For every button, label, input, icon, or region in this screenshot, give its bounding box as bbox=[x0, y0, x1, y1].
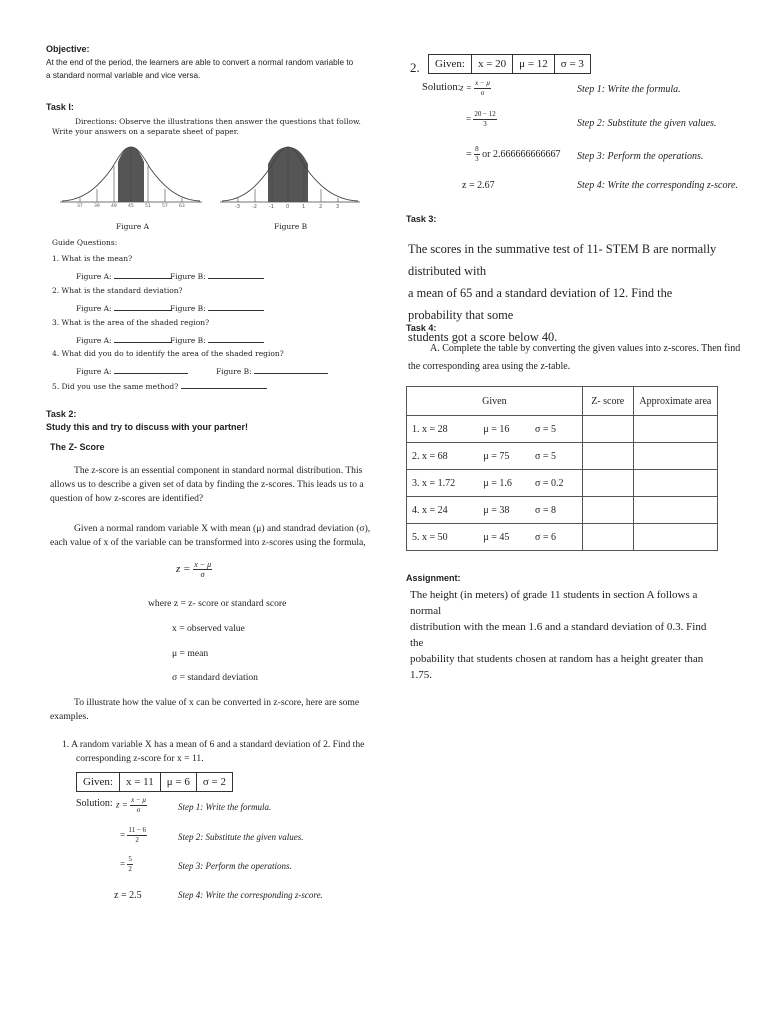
given-cell: σ = 2 bbox=[196, 773, 232, 792]
cell-zscore-blank[interactable] bbox=[582, 470, 633, 497]
guide-question-5: 5. Did you use the same method? bbox=[52, 382, 179, 391]
frac-den: 3 bbox=[475, 155, 479, 163]
cell-zscore-blank[interactable] bbox=[582, 524, 633, 551]
step-fraction bbox=[127, 855, 133, 874]
zscore-para2-line: each value of x of the variable can be transformed into z-scores using the formula, bbox=[50, 537, 366, 548]
example2-step2-expr: = $\frac{20 - 12}{3}$ bbox=[466, 110, 496, 128]
figure-b-tick: -1 bbox=[269, 204, 274, 210]
cell-mu: μ = 75 bbox=[478, 443, 530, 470]
task1-directions-2: Write your answers on a separate sheet of paper. bbox=[52, 127, 239, 136]
figure-a-tick: 39 bbox=[94, 204, 100, 209]
figure-a-label: Figure A: bbox=[76, 272, 112, 281]
zscore-para3-line: examples. bbox=[50, 711, 89, 722]
example1-step4-expr: z = 2.5 bbox=[114, 890, 142, 901]
step3-decimal: or 2.666666666667 bbox=[482, 148, 561, 160]
task4-instr-line: A. Complete the table by converting the given values into z-scores. Then find bbox=[430, 343, 741, 354]
cell-x: 3. x = 1.72 bbox=[407, 470, 479, 497]
q2-figure-b-row bbox=[170, 302, 264, 313]
task1-title: Task I: bbox=[46, 102, 74, 112]
cell-sigma: σ = 8 bbox=[530, 497, 582, 524]
given-cell: x = 20 bbox=[471, 55, 512, 74]
figure-b-caption: Figure B bbox=[274, 222, 308, 231]
cell-mu: μ = 16 bbox=[478, 416, 530, 443]
task3-problem bbox=[408, 238, 720, 348]
task1-directions-1: Directions: Observe the illustrations then answer the questions that follow. bbox=[75, 117, 361, 126]
step-fraction bbox=[473, 110, 496, 129]
task3-title: Task 3: bbox=[406, 214, 437, 224]
q1-figure-b-row bbox=[170, 270, 264, 281]
figure-b-tick: 1 bbox=[302, 204, 306, 210]
assignment-line: The height (in meters) of grade 11 students in section A follows a normal bbox=[410, 589, 698, 617]
figure-b-label: Figure B: bbox=[170, 336, 206, 345]
task3-line: a mean of 65 and a standard deviation of 12. Find the probability that some bbox=[408, 286, 673, 322]
where-line-1: where z = z- score or standard score bbox=[148, 598, 287, 609]
example2-step1-label: Step 1: Write the formula. bbox=[577, 84, 681, 95]
objective-line2: a standard normal variable and vice versa. bbox=[46, 71, 201, 80]
figure-b-tick: 0 bbox=[286, 204, 290, 210]
figure-b-label: Figure B: bbox=[216, 367, 252, 376]
given-cell: σ = 3 bbox=[554, 55, 590, 74]
cell-sigma: σ = 0.2 bbox=[530, 470, 582, 497]
example1-step4-label: Step 4: Write the corresponding z-score. bbox=[178, 890, 323, 900]
cell-x: 5. x = 50 bbox=[407, 524, 479, 551]
formula-lhs: z = bbox=[176, 563, 191, 576]
figure-a-tick: 63 bbox=[179, 204, 185, 209]
header-area: Approximate area bbox=[633, 387, 717, 416]
table-header-row bbox=[407, 387, 718, 416]
given-cell: μ = 6 bbox=[160, 773, 196, 792]
figure-a-label: Figure A: bbox=[76, 367, 112, 376]
step-fraction bbox=[474, 79, 491, 98]
figure-a-label: Figure A: bbox=[76, 336, 112, 345]
zscore-section-title: The Z- Score bbox=[50, 442, 105, 452]
formula-numerator: x − μ bbox=[194, 560, 212, 569]
assignment-title: Assignment: bbox=[406, 573, 461, 583]
answer-blank[interactable] bbox=[114, 334, 172, 343]
where-line-2: x = observed value bbox=[172, 623, 245, 634]
cell-sigma: σ = 6 bbox=[530, 524, 582, 551]
step-lhs: z = bbox=[460, 82, 472, 93]
example1-step3-expr: = $\frac{5}{2}$ bbox=[120, 855, 132, 873]
answer-blank[interactable] bbox=[114, 302, 172, 311]
cell-area-blank[interactable] bbox=[633, 470, 717, 497]
table-row bbox=[407, 497, 718, 524]
zscore-paragraph-3 bbox=[50, 696, 359, 724]
header-given: Given bbox=[407, 387, 583, 416]
frac-den: 2 bbox=[128, 865, 132, 873]
cell-sigma: σ = 5 bbox=[530, 443, 582, 470]
figure-b-tick: -3 bbox=[235, 204, 240, 210]
step-lhs: z = bbox=[116, 799, 128, 810]
cell-mu: μ = 38 bbox=[478, 497, 530, 524]
frac-num: 8 bbox=[475, 145, 479, 153]
cell-mu: μ = 1.6 bbox=[478, 470, 530, 497]
figure-a-tick: 37 bbox=[77, 204, 83, 209]
cell-zscore-blank[interactable] bbox=[582, 443, 633, 470]
given-cell: Given: bbox=[429, 55, 472, 74]
zscore-paragraph-1 bbox=[50, 464, 364, 506]
frac-num: 5 bbox=[128, 855, 132, 863]
example1-line: 1. A random variable X has a mean of 6 and a standard deviation of 2. Find the bbox=[62, 739, 365, 750]
cell-x: 2. x = 68 bbox=[407, 443, 479, 470]
example2-given-table bbox=[428, 54, 591, 74]
formula-denominator: σ bbox=[200, 570, 205, 579]
answer-blank[interactable] bbox=[208, 334, 264, 343]
given-cell: x = 11 bbox=[119, 773, 160, 792]
frac-den: σ bbox=[136, 806, 141, 814]
zscore-para1-line: question of how z-scores are identified? bbox=[50, 493, 204, 504]
frac-num: 20 − 12 bbox=[474, 110, 496, 118]
frac-num: x − μ bbox=[475, 79, 490, 87]
cell-x: 1. x = 28 bbox=[407, 416, 479, 443]
example-1-prompt bbox=[62, 738, 364, 766]
step-fraction bbox=[127, 826, 147, 845]
example1-step3-label: Step 3: Perform the operations. bbox=[178, 861, 292, 871]
frac-num: 11 − 6 bbox=[128, 826, 147, 834]
figure-b-label: Figure B: bbox=[170, 304, 206, 313]
q3-figure-a-row bbox=[76, 334, 172, 345]
assignment-problem bbox=[410, 587, 720, 683]
task4-instructions bbox=[408, 340, 740, 376]
where-line-4: σ = standard deviation bbox=[172, 672, 258, 683]
objective-section bbox=[46, 44, 376, 82]
given-cell: Given: bbox=[77, 773, 120, 792]
task3-line: students got a score below 40. bbox=[408, 330, 558, 344]
table-row bbox=[407, 470, 718, 497]
cell-zscore-blank[interactable] bbox=[582, 497, 633, 524]
objective-line1: At the end of the period, the learners are able to convert a normal random variable to bbox=[46, 58, 354, 67]
answer-blank[interactable] bbox=[208, 270, 264, 279]
q4-figure-b-row bbox=[216, 365, 328, 376]
example2-solution-label: Solution: bbox=[422, 82, 461, 93]
where-line-3: μ = mean bbox=[172, 648, 209, 659]
step-fraction bbox=[474, 145, 480, 164]
frac-den: σ bbox=[480, 89, 485, 97]
table-row bbox=[407, 443, 718, 470]
answer-blank[interactable] bbox=[114, 270, 172, 279]
figure-a-label: Figure A: bbox=[76, 304, 112, 313]
figure-b-tick: 2 bbox=[319, 204, 323, 210]
guide-question-5-row bbox=[52, 380, 267, 391]
example2-step4-label: Step 4: Write the corresponding z-score. bbox=[577, 180, 738, 191]
example1-step1-label: Step 1: Write the formula. bbox=[178, 802, 272, 812]
cell-area-blank[interactable] bbox=[633, 443, 717, 470]
cell-area-blank[interactable] bbox=[633, 497, 717, 524]
figure-b-tick: 3 bbox=[336, 204, 340, 210]
task2-title: Task 2: bbox=[46, 409, 77, 419]
table-row bbox=[407, 416, 718, 443]
q4-figure-a-row bbox=[76, 365, 188, 376]
example1-given-table bbox=[76, 772, 233, 792]
task4-title: Task 4: bbox=[406, 323, 437, 333]
guide-question-4: 4. What did you do to identify the area of the shaded region? bbox=[52, 349, 284, 358]
cell-mu: μ = 45 bbox=[478, 524, 530, 551]
example1-step2-expr: = $\frac{11 - 6}{2}$ bbox=[120, 826, 147, 844]
assignment-line: distribution with the mean 1.6 and a standard deviation of 0.3. Find the bbox=[410, 621, 707, 649]
cell-sigma: σ = 5 bbox=[530, 416, 582, 443]
figure-b-label: Figure B: bbox=[170, 272, 206, 281]
guide-question-2: 2. What is the standard deviation? bbox=[52, 286, 183, 295]
answer-blank[interactable] bbox=[114, 365, 188, 374]
formula-fraction bbox=[193, 560, 212, 579]
q3-figure-b-row bbox=[170, 334, 264, 345]
example2-step2-label: Step 2: Substitute the given values. bbox=[577, 118, 717, 129]
assignment-line: pobability that students chosen at random has a height greater than 1.75. bbox=[410, 653, 704, 681]
answer-blank[interactable] bbox=[254, 365, 328, 374]
figure-a-tick: 51 bbox=[145, 204, 151, 209]
q2-figure-a-row bbox=[76, 302, 172, 313]
figure-a-caption: Figure A bbox=[116, 222, 150, 231]
step-fraction bbox=[130, 796, 147, 815]
example1-solution-label: Solution: bbox=[76, 798, 113, 809]
example2-number: 2. bbox=[410, 60, 420, 75]
example1-line: corresponding z-score for x = 11. bbox=[76, 753, 204, 764]
figure-a-tick: 49 bbox=[111, 204, 117, 209]
task4-table bbox=[406, 386, 718, 551]
zscore-para1-line: The z-score is an essential component in standard normal distribution. This bbox=[74, 465, 363, 476]
zscore-para2-line: Given a normal random variable X with mean (μ) and standrad deviation (σ), bbox=[74, 523, 371, 534]
q1-figure-a-row bbox=[76, 270, 172, 281]
header-zscore: Z- score bbox=[582, 387, 633, 416]
zscore-paragraph-2 bbox=[50, 522, 370, 550]
objective-title: Objective: bbox=[46, 44, 90, 54]
zscore-para3-line: To illustrate how the value of x can be converted in z-score, here are some bbox=[74, 697, 360, 708]
example1-step1-expr bbox=[116, 796, 147, 815]
example2-step4-expr: z = 2.67 bbox=[462, 180, 495, 191]
guide-question-1: 1. What is the mean? bbox=[52, 254, 133, 263]
guide-questions-title: Guide Questions: bbox=[52, 238, 118, 247]
frac-den: 3 bbox=[483, 120, 487, 128]
cell-x: 4. x = 24 bbox=[407, 497, 479, 524]
task4-instr-line: the corresponding area using the z-table. bbox=[408, 361, 571, 372]
figure-b-tick: -2 bbox=[252, 204, 257, 210]
frac-den: 2 bbox=[135, 836, 139, 844]
task3-line: The scores in the summative test of 11- STEM B are normally distributed with bbox=[408, 242, 717, 278]
example2-step1-expr bbox=[460, 79, 491, 98]
answer-blank[interactable] bbox=[181, 380, 267, 389]
frac-num: x − μ bbox=[131, 796, 146, 804]
example2-step3-expr: = $\frac{8}{3}$ or 2.666666666667 bbox=[466, 145, 561, 163]
table-row bbox=[407, 524, 718, 551]
figure-a-tick: 45 bbox=[128, 204, 134, 209]
cell-zscore-blank[interactable] bbox=[582, 416, 633, 443]
cell-area-blank[interactable] bbox=[633, 416, 717, 443]
example1-step2-label: Step 2: Substitute the given values. bbox=[178, 832, 304, 842]
zscore-para1-line: allows us to describe a given set of data by finding the z-scores. This leads us to a bbox=[50, 479, 364, 490]
task2-subtitle: Study this and try to discuss with your partner! bbox=[46, 422, 249, 432]
example2-step3-label: Step 3: Perform the operations. bbox=[577, 151, 704, 162]
guide-question-3: 3. What is the area of the shaded region? bbox=[52, 318, 210, 327]
answer-blank[interactable] bbox=[208, 302, 264, 311]
zscore-formula bbox=[176, 560, 212, 579]
given-cell: μ = 12 bbox=[513, 55, 555, 74]
cell-area-blank[interactable] bbox=[633, 524, 717, 551]
figure-a-tick: 57 bbox=[162, 204, 168, 209]
